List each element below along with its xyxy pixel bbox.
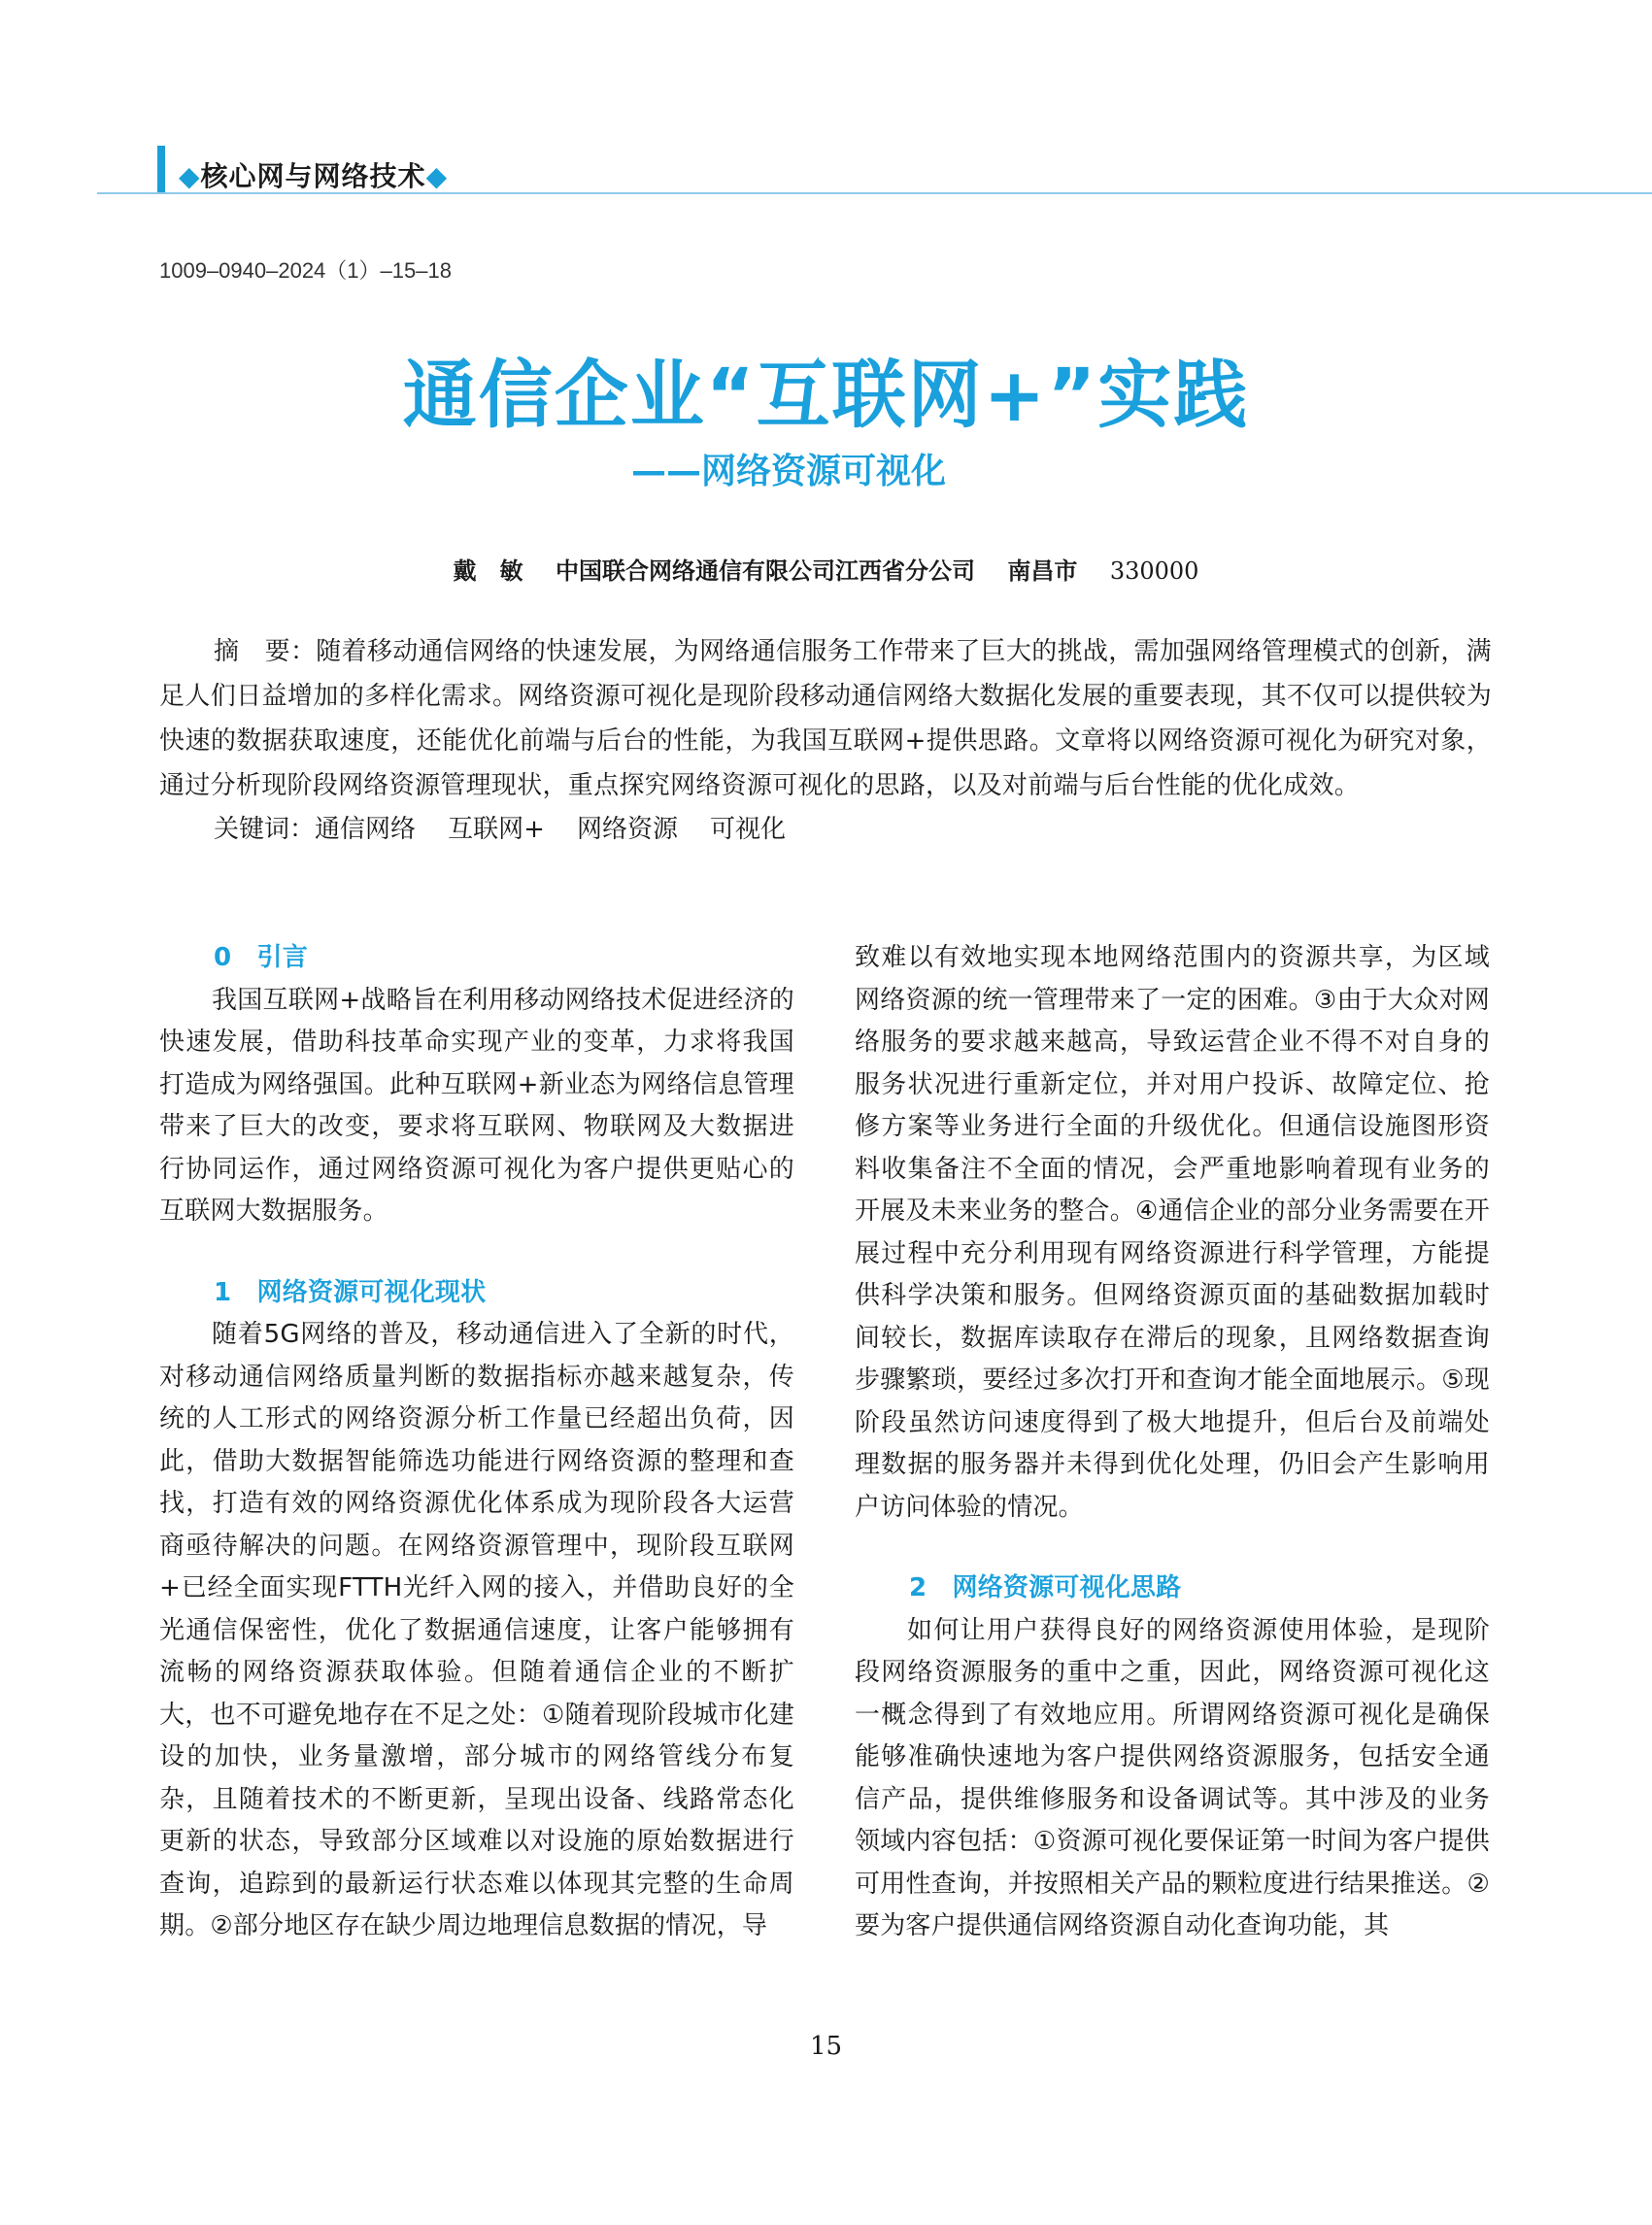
header-accent-bar [157, 146, 165, 192]
author-postcode: 330000 [1109, 557, 1199, 585]
diamond-icon: ◆ [425, 160, 449, 192]
page-number: 15 [809, 2032, 843, 2061]
diamond-icon: ◆ [179, 160, 201, 192]
keywords-label: 关键词： [214, 815, 316, 844]
section-heading-1: 1 网络资源可视化现状 [214, 1277, 487, 1307]
section-label-text: 核心网与网络技术 [200, 160, 426, 192]
author-affiliation: 中国联合网络通信有限公司江西省分公司 [555, 556, 975, 585]
abstract-text: 随着移动通信网络的快速发展，为网络通信服务工作带来了巨大的挑战，需加强网络管理模式的创新，满足人们日益增加的多样化需求。网络资源可视化是现阶段移动通信网络大数据化发展的重要表现，其不仅可以提供较为快速的数据获取速度，还能优化前端与后台的性能，为我国互联网+提供思路。文章将以网络资源可视化为研究对象，通过分析现阶段网络资源管理现状，重点探究网络资源可视化的思路，以及对前端与后台性能的优化成效。 [159, 637, 1492, 800]
article-title: 通信企业“互联网+”实践 [402, 352, 1250, 438]
keyword: 可视化 [710, 815, 787, 844]
section-heading-2: 2 网络资源可视化思路 [909, 1573, 1182, 1602]
keyword: 互联网+ [448, 815, 545, 844]
article-subtitle: ——网络资源可视化 [631, 452, 947, 491]
abstract-label: 摘 要： [214, 637, 317, 666]
paragraph: 我国互联网+战略旨在利用移动网络技术促进经济的快速发展，借助科技革命实现产业的变革，力求将我国打造成为网络强国。此种互联网+新业态为网络信息管理带来了巨大的改变，要求将互联网、物联网及大数据进行协同运作，通过网络资源可视化为客户提供更贴心的互联网大数据服务。 [159, 985, 794, 1226]
paragraph: 随着5G网络的普及，移动通信进入了全新的时代，对移动通信网络质量判断的数据指标亦越来越复杂，传统的人工形式的网络资源分析工作量已经超出负荷，因此，借助大数据智能筛选功能进行网络资源的整理和查找，打造有效的网络资源优化体系成为现阶段各大运营商亟待解决的问题。在网络资源管理中，现阶段互联网+已经全面实现FTTH光纤入网的接入，并借助良好的全光通信保密性，优化了数据通信速度，让客户能够拥有流畅的网络资源获取体验。但随着通信企业的不断扩大，也不可避免地存在不足之处：①随着现阶段城市化建设的加快，业务量激增，部分城市的网络管线分布复杂，且随着技术的不断更新，呈现出设备、线路常态化更新的状态，导致部分区域难以对设施的原始数据进行查询，追踪到的最新运行状态难以体现其完整的生命周期。②部分地区存在缺少周边地理信息数据的情况，导 [159, 1320, 794, 1940]
keyword: 网络资源 [576, 815, 678, 844]
author-city: 南昌市 [1007, 556, 1078, 585]
keyword: 通信网络 [315, 815, 417, 844]
abstract [159, 629, 1492, 808]
author-line [0, 552, 1652, 586]
keywords [214, 807, 786, 852]
paragraph: 如何让用户获得良好的网络资源使用体验，是现阶段网络资源服务的重中之重，因此，网络资源可视化这一概念得到了有效地应用。所谓网络资源可视化是确保能够准确快速地为客户提供网络资源服务，包括安全通信产品，提供维修服务和设备调试等。其中涉及的业务领域内容包括：①资源可视化要保证第一时间为客户提供可用性查询，并按照相关产品的颗粒度进行结果推送。②要为客户提供通信网络资源自动化查询功能，其 [855, 1615, 1490, 1940]
section-heading-0: 0 引言 [214, 943, 308, 972]
section-label [179, 155, 448, 194]
body-column-left [159, 937, 794, 1948]
author-name: 戴 敏 [453, 556, 523, 585]
issn-line: 1009–0940–2024（1）–15–18 [159, 258, 452, 283]
body-column-right [855, 937, 1490, 1948]
paragraph-continued: 致难以有效地实现本地网络范围内的资源共享，为区域网络资源的统一管理带来了一定的困难。③由于大众对网络服务的要求越来越高，导致运营企业不得不对自身的服务状况进行重新定位，并对用户投诉、故障定位、抢修方案等业务进行全面的升级优化。但通信设施图形资料收集备注不全面的情况，会严重地影响着现有业务的开展及未来业务的整合。④通信企业的部分业务需要在开展过程中充分利用现有网络资源进行科学管理，方能提供科学决策和服务。但网络资源页面的基础数据加载时间较长，数据库读取存在滞后的现象，且网络数据查询步骤繁琐，要经过多次打开和查询才能全面地展示。⑤现阶段虽然访问速度得到了极大地提升，但后台及前端处理数据的服务器并未得到优化处理，仍旧会产生影响用户访问体验的情况。 [855, 943, 1490, 1522]
